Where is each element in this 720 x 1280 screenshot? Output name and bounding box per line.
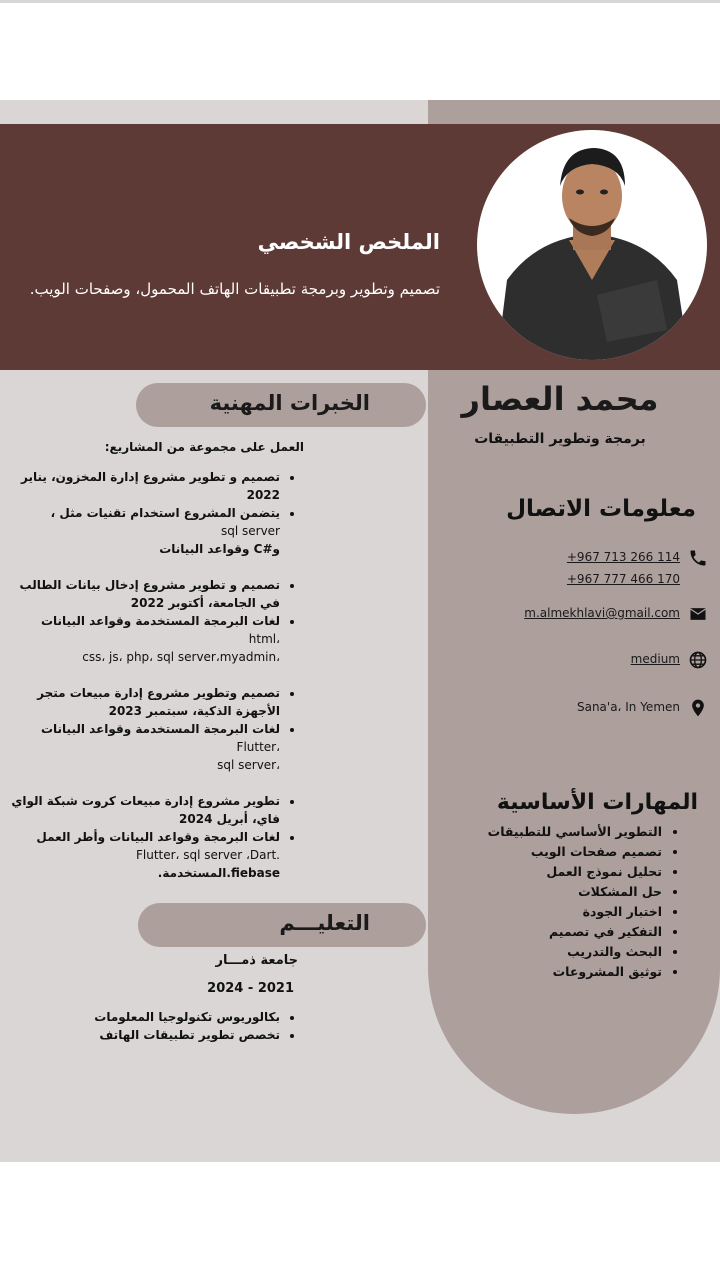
experience-intro: العمل على مجموعة من المشاريع: [104, 440, 304, 454]
project-title: • تطوير مشروع إدارة مبيعات كروت شبكة الواي فاي، أبريل 2024 [4, 792, 280, 828]
phone-link-1[interactable]: +967 713 266 114 [566, 550, 680, 564]
skills-list [442, 822, 680, 982]
person-name: محمد العصار [461, 380, 659, 418]
email-link[interactable]: m.almekhlavi@gmail.com [524, 606, 680, 620]
profile-photo [477, 130, 707, 360]
location-pin-icon [688, 698, 708, 718]
location-text: Sana'a، In Yemen [576, 700, 680, 714]
experience-heading-pill [136, 383, 426, 427]
experience-title: الخبرات المهنية [209, 391, 370, 415]
skill-item: • التفكير في تصميم [442, 922, 662, 942]
project-title: • تصميم و تطوير مشروع إدارة المخزون، يناير 2022 [4, 468, 280, 504]
project-detail: • لغات البرمجة وقواعد البيانات وأطر العمل .Flutter، sql server ،Dart fiebase.المستخدمة. [4, 828, 280, 882]
project-detail: • يتضمن المشروع استخدام تقنيات مثل ، sql server و#C وقواعد البيانات [4, 504, 280, 558]
summary-title: الملخص الشخصي [257, 230, 440, 254]
website-link[interactable]: medium [630, 652, 680, 666]
education-title: التعليـــم [279, 911, 370, 935]
skill-item: • تحليل نموذج العمل [442, 862, 662, 882]
project-group [4, 576, 304, 666]
education-section [4, 952, 304, 1044]
experience-section [4, 438, 304, 900]
phone-link-2[interactable]: +967 777 466 170 [566, 572, 680, 586]
university-name: جامعة ذمـــار [215, 953, 298, 968]
education-list [4, 1008, 304, 1044]
education-heading-pill [138, 903, 426, 947]
mail-icon [688, 604, 708, 624]
person-role: برمجة وتطوير التطبيقات [474, 431, 646, 447]
skill-item: • اختبار الجودة [442, 902, 662, 922]
contact-email-row [438, 602, 708, 624]
resume-page [0, 100, 720, 1162]
top-divider [0, 0, 720, 3]
education-years: 2021 - 2024 [207, 981, 294, 996]
project-detail: • لغات البرمجة المستخدمة وقواعد البيانات ،html ،css، js، php، sql server،myadmin [4, 612, 280, 666]
project-group [4, 792, 304, 882]
contact-location-row [438, 696, 708, 718]
skill-item: • التطوير الأساسي للتطبيقات [442, 822, 662, 842]
project-title: • تصميم وتطوير مشروع إدارة مبيعات متجر الأجهزة الذكية، سبتمبر 2023 [4, 684, 280, 720]
project-title: • تصميم و تطوير مشروع إدخال بيانات الطالب في الجامعة، أكتوبر 2022 [4, 576, 280, 612]
project-group [4, 468, 304, 558]
project-detail: • لغات البرمجة المستخدمة وقواعد البيانات ،Flutter ،sql server [4, 720, 280, 774]
contact-title: معلومات الاتصال [506, 496, 696, 522]
skills-title: المهارات الأساسية [496, 790, 698, 815]
skill-item: • حل المشكلات [442, 882, 662, 902]
skill-item: • البحث والتدريب [442, 942, 662, 962]
skill-item: • تصميم صفحات الويب [442, 842, 662, 862]
education-item: • بكالوريوس تكنولوجيا المعلومات [4, 1008, 280, 1026]
skill-item: • توثيق المشروعات [442, 962, 662, 982]
summary-text: تصميم وتطوير وبرمجة تطبيقات الهاتف المحمول، وصفحات الويب. [29, 280, 440, 298]
globe-icon [688, 650, 708, 670]
project-group [4, 684, 304, 774]
education-item: • تخصص تطوير تطبيقات الهاتف [4, 1026, 280, 1044]
contact-website-row [438, 648, 708, 670]
contact-phone-row [438, 546, 708, 590]
phone-icon [688, 548, 708, 568]
